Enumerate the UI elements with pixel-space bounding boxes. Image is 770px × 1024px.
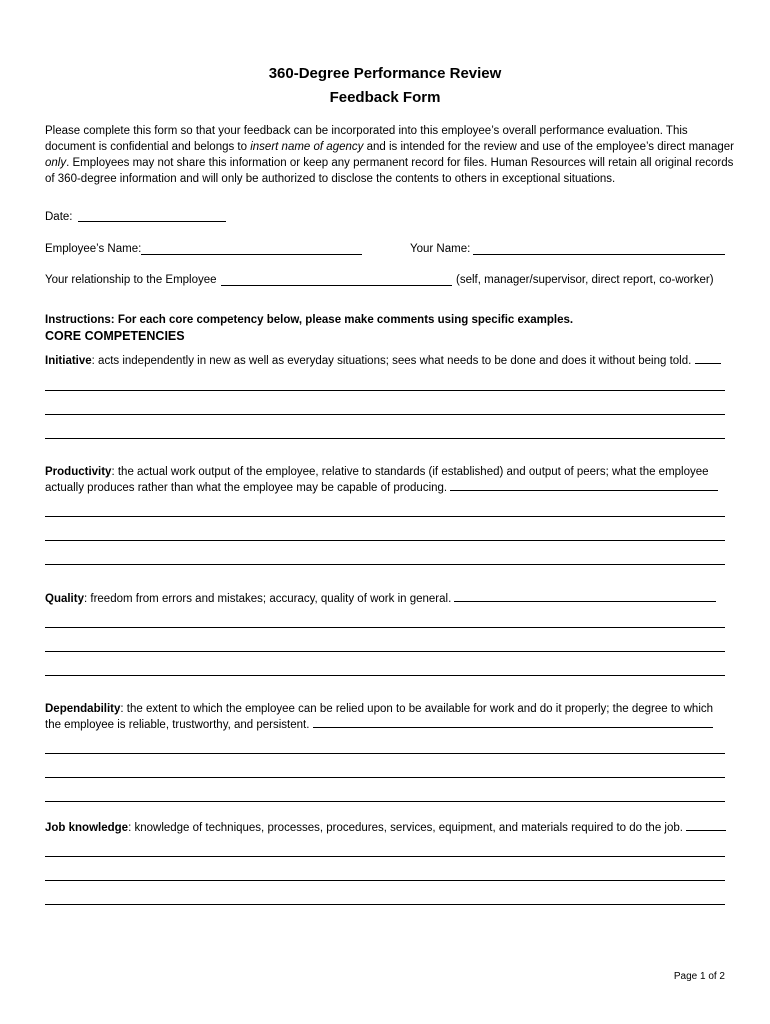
your-name-label: Your Name: xyxy=(410,243,471,255)
intro-emphasis-only: only xyxy=(45,157,67,169)
instructions: Instructions: For each core competency below, please make comments using specific examples. xyxy=(45,314,574,326)
competency-description: : the actual work output of the employee, relative to standards (if established) and output of peers; what the employee actually produces rather than what the employee may be capable of producing. xyxy=(45,466,709,494)
comment-line[interactable] xyxy=(45,675,725,676)
comment-line[interactable] xyxy=(45,390,725,391)
intro-text-3: . Employees may not share this information or keep any permanent record for files. Human Resources will retain all original records of 360-degree information and will only be authorized to disclose the contents to others in exceptional situations. xyxy=(45,157,734,185)
competency-initiative xyxy=(45,353,727,369)
comment-line[interactable] xyxy=(45,516,725,517)
inline-blank[interactable] xyxy=(695,353,721,364)
comment-line[interactable] xyxy=(45,438,725,439)
competency-description: : knowledge of techniques, processes, procedures, services, equipment, and materials required to do the job. xyxy=(128,822,683,834)
competency-name: Dependability xyxy=(45,703,121,715)
competency-job-knowledge xyxy=(45,820,727,836)
competency-name: Productivity xyxy=(45,466,112,478)
relationship-label: Your relationship to the Employee xyxy=(45,274,217,286)
comment-line[interactable] xyxy=(45,856,725,857)
page-number: Page 1 of 2 xyxy=(673,971,725,982)
employee-name-field[interactable] xyxy=(141,254,362,255)
relationship-field[interactable] xyxy=(221,285,452,286)
date-label: Date: xyxy=(45,211,73,223)
intro-text-2: and is intended for the review and use of the employee’s direct manager xyxy=(363,141,734,153)
competency-dependability xyxy=(45,701,727,733)
competency-description: : the extent to which the employee can be relied upon to be available for work and do it properly; the degree to which the employee is reliable, trustworthy, and persistent. xyxy=(45,703,714,731)
inline-blank[interactable] xyxy=(450,480,718,491)
comment-line[interactable] xyxy=(45,414,725,415)
inline-blank[interactable] xyxy=(686,820,726,831)
intro-emphasis-agency: insert name of agency xyxy=(250,141,364,153)
competency-description: : freedom from errors and mistakes; accuracy, quality of work in general. xyxy=(83,593,452,605)
form-title: 360-Degree Performance Review xyxy=(268,65,502,82)
employee-name-label: Employee’s Name: xyxy=(45,243,142,255)
intro-paragraph xyxy=(45,123,735,187)
comment-line[interactable] xyxy=(45,777,725,778)
your-name-field[interactable] xyxy=(473,254,725,255)
comment-line[interactable] xyxy=(45,904,725,905)
competency-productivity xyxy=(45,464,727,496)
comment-line[interactable] xyxy=(45,627,725,628)
inline-blank[interactable] xyxy=(313,717,713,728)
competency-name: Job knowledge xyxy=(45,822,129,834)
comment-line[interactable] xyxy=(45,651,725,652)
competency-description: : acts independently in new as well as everyday situations; sees what needs to be done and does it without being told. xyxy=(91,355,692,367)
comment-line[interactable] xyxy=(45,880,725,881)
comment-line[interactable] xyxy=(45,801,725,802)
form-subtitle: Feedback Form xyxy=(329,89,441,106)
intro-text-1: Please complete this form so that your feedback can be incorporated into this employee’s overall performance evaluation. This document is confidential and belongs to xyxy=(45,125,688,153)
section-title: CORE COMPETENCIES xyxy=(45,329,185,343)
comment-line[interactable] xyxy=(45,753,725,754)
relationship-options: (self, manager/supervisor, direct report, co-worker) xyxy=(456,274,714,286)
inline-blank[interactable] xyxy=(454,591,716,602)
comment-line[interactable] xyxy=(45,540,725,541)
comment-line[interactable] xyxy=(45,564,725,565)
competency-quality xyxy=(45,591,727,607)
competency-name: Initiative xyxy=(45,355,92,367)
date-field[interactable] xyxy=(78,221,226,222)
competency-name: Quality xyxy=(45,593,84,605)
